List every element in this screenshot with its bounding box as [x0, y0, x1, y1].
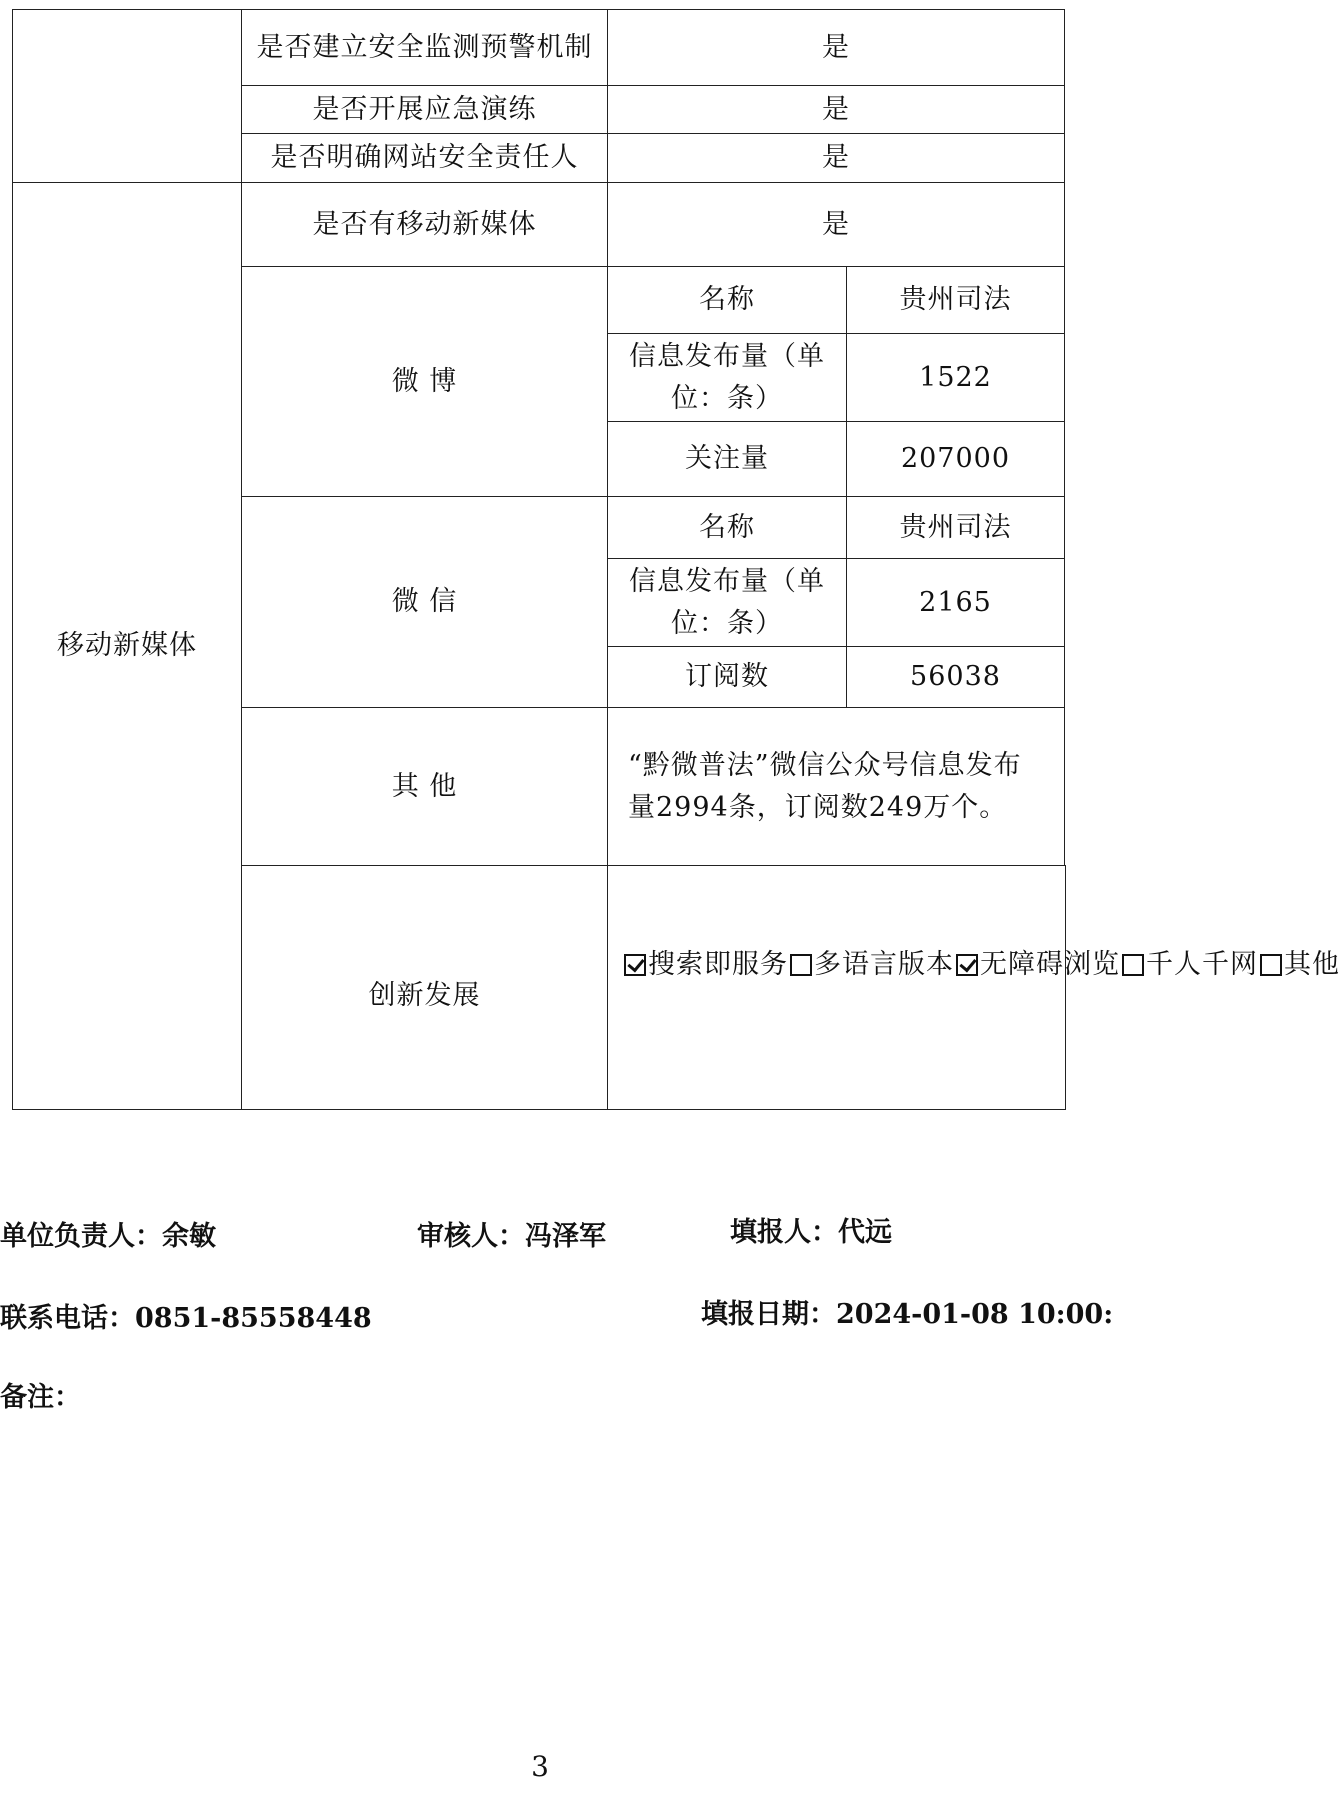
- field-value: 贵州司法: [847, 267, 1065, 334]
- unchecked-box-icon[interactable]: [1122, 954, 1144, 976]
- page-number: 3: [531, 1750, 549, 1783]
- row-label: 是否明确网站安全责任人: [242, 134, 608, 183]
- field-label: 关注量: [608, 422, 847, 497]
- row-label: 是否开展应急演练: [242, 86, 608, 134]
- row-label: 是否建立安全监测预警机制: [242, 10, 608, 86]
- field-value: 贵州司法: [847, 497, 1065, 559]
- wechat-label: 微 信: [242, 497, 608, 708]
- unchecked-box-icon[interactable]: [790, 954, 812, 976]
- option-label: 千人千网: [1146, 949, 1258, 980]
- mobile-section-label: 移动新媒体: [13, 183, 242, 1110]
- unit-head: 单位负责人：余敏: [0, 1221, 216, 1252]
- field-label: 订阅数: [608, 647, 847, 708]
- innovation-options: [608, 866, 1340, 1110]
- row-value: 是: [608, 10, 1065, 86]
- row-value: 是: [608, 183, 1065, 267]
- option-label: 搜索即服务: [648, 949, 788, 980]
- fill-date: 填报日期：2024-01-08 10:00:: [701, 1299, 1114, 1330]
- field-label: 名称: [608, 267, 847, 334]
- field-label: 信息发布量（单位：条）: [608, 559, 847, 647]
- options-list: [622, 944, 1340, 986]
- field-value: 1522: [847, 334, 1065, 422]
- field-label: 信息发布量（单位：条）: [608, 334, 847, 422]
- security-section-cell: [13, 10, 242, 183]
- weibo-label: 微 博: [242, 267, 608, 497]
- phone: 联系电话：0851-85558448: [0, 1303, 372, 1334]
- checked-box-icon[interactable]: [624, 954, 646, 976]
- field-value: 56038: [847, 647, 1065, 708]
- row-label: 是否有移动新媒体: [242, 183, 608, 267]
- row-value: 是: [608, 134, 1065, 183]
- field-label: 名称: [608, 497, 847, 559]
- table-row: [13, 10, 1066, 86]
- report-table: [12, 9, 1340, 1110]
- field-value: 207000: [847, 422, 1065, 497]
- checked-box-icon[interactable]: [956, 954, 978, 976]
- option-label: 其他: [1284, 949, 1340, 980]
- field-value: 2165: [847, 559, 1065, 647]
- option-label: 多语言版本: [814, 949, 954, 980]
- remark: 备注：: [0, 1382, 81, 1413]
- filler: 填报人：代远: [730, 1217, 892, 1248]
- innovation-label: 创新发展: [242, 866, 608, 1110]
- unchecked-box-icon[interactable]: [1260, 954, 1282, 976]
- option-label: 无障碍浏览: [980, 949, 1120, 980]
- reviewer: 审核人：冯泽军: [417, 1221, 606, 1252]
- table-row: [13, 183, 1066, 267]
- other-label: 其 他: [242, 708, 608, 866]
- row-value: 是: [608, 86, 1065, 134]
- other-value: “黔微普法”微信公众号信息发布量2994条，订阅数249万个。: [608, 708, 1065, 866]
